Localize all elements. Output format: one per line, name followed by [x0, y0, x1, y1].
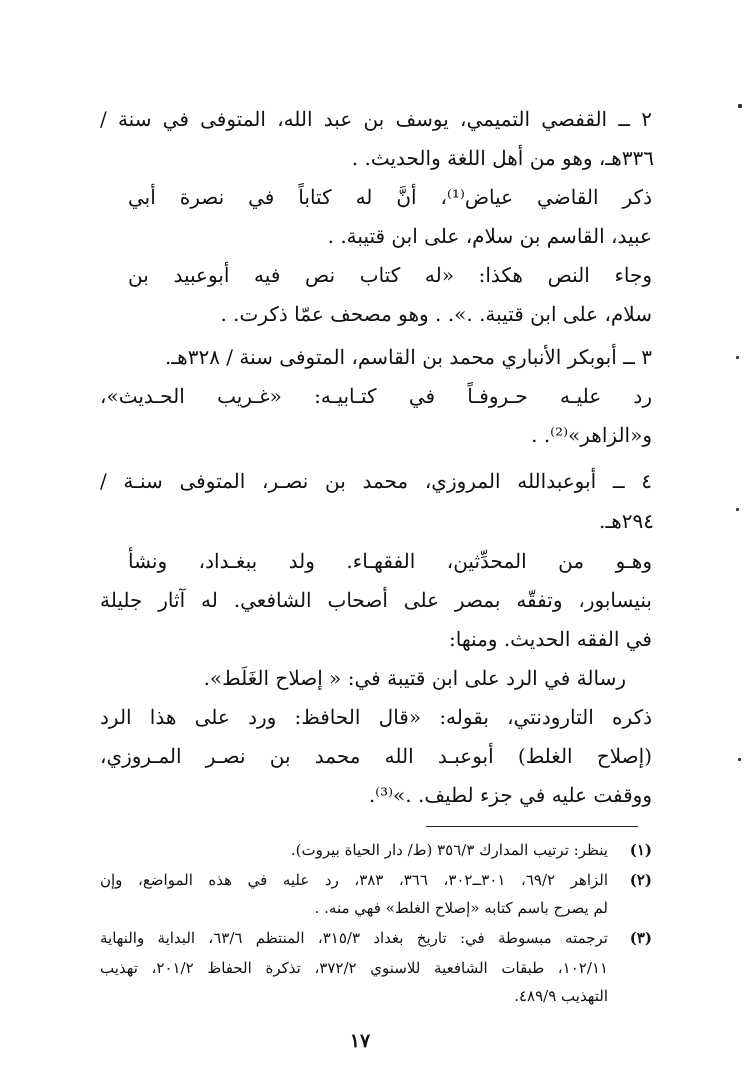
- entry-4-body-line-4: رسالة في الرد على ابن قتيبة في: « إصلاح الغَلَط».: [203, 666, 626, 690]
- scan-speck: [736, 508, 739, 511]
- entry-4-body-line-2: بنيسابور، وتفقّه بمصر على أصحاب الشافعي. له آثار جليلة: [100, 588, 652, 612]
- entry-4-heading-line-1: ٤ ــ أبوعبدالله المروزي، محمد بن نصـر، المتوفى سنـة /: [100, 469, 652, 493]
- entry-4-body-line-1: وهـو من المحدِّثين، الفقهـاء. ولد ببغـداد، ونشأ: [128, 549, 652, 573]
- footnote-3-line-1: ترجمته مبسوطة في: تاريخ بغداد ٣١٥/٣، المنتظم ٦٣/٦، البداية والنهاية: [100, 929, 608, 947]
- footnote-3-line-2: ١٠٢/١١، طبقات الشافعية للاسنوي ٣٧٢/٢، تذكرة الحفاظ ٢٠١/٢، تهذيب: [100, 959, 608, 977]
- footnote-3-marker: (٣): [629, 929, 652, 947]
- entry-2-body-line-4: سلام، على ابن قتيبة. .». . وهو مصحف عمّا ذكرت. .: [220, 302, 652, 326]
- entry-2-body-line-3: وجاء النص هكذا: «له كتاب نص فيه أبوعبيد بن: [128, 263, 652, 287]
- footnote-3-line-3: التهذيب ٤٨٩/٩.: [514, 987, 608, 1005]
- footnote-2-line-2: لم يصرح باسم كتابه «إصلاح الغلط» فهي منه. .: [314, 899, 608, 917]
- entry-2-body-line-1: ذكر القاضي عياض⁽¹⁾، أنَّ له كتاباً في نصرة أبي: [128, 185, 652, 209]
- entry-2-heading-line-1: ٢ ــ القفصي التميمي، يوسف بن عبد الله، المتوفى في سنة /: [100, 107, 652, 131]
- scan-speck: [738, 758, 741, 761]
- entry-3-body-line-2: و«الزاهر»⁽²⁾. .: [531, 423, 652, 447]
- footnote-1-marker: (١): [629, 841, 652, 859]
- footnote-1-line-1: ينظر: ترتيب المدارك ٣٥٦/٣ (ط/ دار الحياة بيروت).: [290, 841, 608, 859]
- footnote-2-line-1: الزاهر ٦٩/٢، ٣٠١ــ٣٠٢، ٣٦٦، ٣٨٣، رد عليه في هذه المواضع، وإن: [100, 871, 608, 889]
- entry-4-body-line-7: ووقفت عليه في جزء لطيف. .»⁽³⁾.: [368, 783, 652, 807]
- entry-2-heading-line-2: ٣٣٦هـ، وهو من أهل اللغة والحديث. .: [351, 146, 654, 170]
- entry-4-body-line-5: ذكره التارودنتي، بقوله: «قال الحافظ: ورد على هذا الرد: [100, 705, 652, 729]
- entry-4-body-line-3: في الفقه الحديث. ومنها:: [449, 627, 652, 651]
- entry-4-heading-line-2: ٢٩٤هـ.: [599, 509, 654, 533]
- entry-3-body-line-1: رد عليـه حـروفـاً في كتـابيـه: «غـريب الحـديث»،: [100, 384, 652, 408]
- footnote-separator: [426, 826, 638, 827]
- entry-2-body-line-2: عبيد، القاسم بن سلام، على ابن قتيبة. .: [327, 224, 652, 248]
- footnote-2-marker: (٢): [629, 871, 652, 889]
- entry-3-heading-line: ٣ ــ أبوبكر الأنباري محمد بن القاسم، المتوفى سنة / ٣٢٨هـ.: [164, 345, 652, 369]
- scan-speck: [736, 356, 739, 359]
- page-number: ١٧: [349, 1030, 371, 1052]
- scan-speck: [738, 104, 742, 108]
- entry-4-body-line-6: (إصلاح الغلط) أبوعبـد الله محمد بن نصـر المـروزي،: [100, 744, 652, 768]
